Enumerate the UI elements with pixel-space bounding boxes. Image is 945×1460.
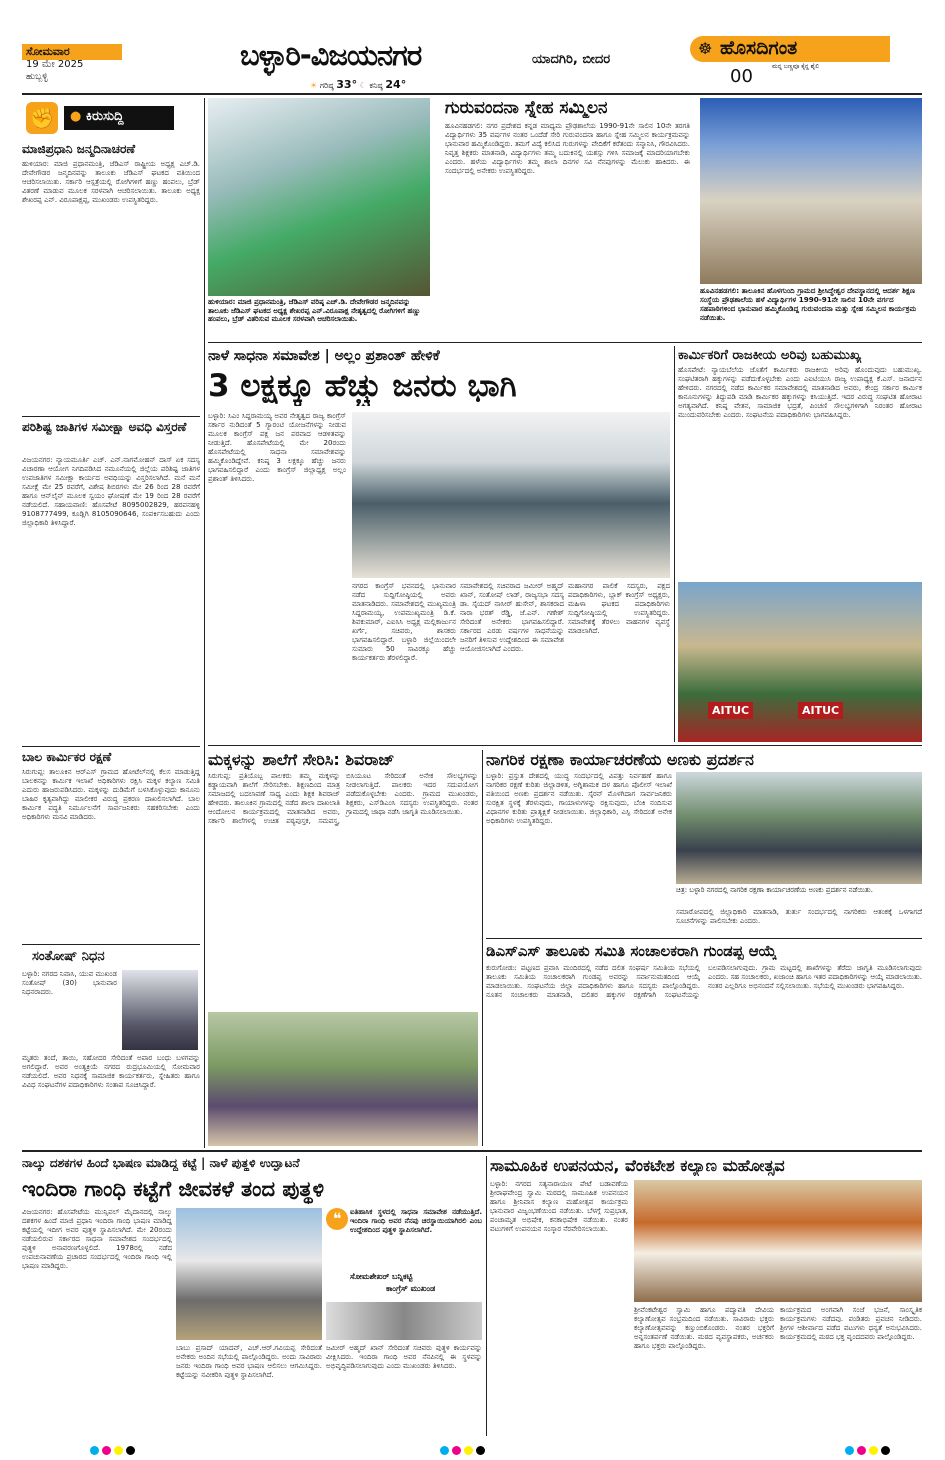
quote-icon: ❝: [326, 1208, 348, 1230]
photo-indira-portrait: [326, 1302, 482, 1340]
lead-col-2: ನಗರದ ಕಾಂಗ್ರೆಸ್ ಭವನದಲ್ಲಿ ಭಾನುವಾರ ನಡೆದ ಸುದ್ದಿಗೋಷ್ಠಿಯಲ್ಲಿ ಅವರು ಮಾತನಾಡಿದರು. ಸಮಾವೇಶದಲ್ಲಿ ಮುಖ್ಯಮಂತ್ರಿ ಸಿದ್ದರಾಮಯ್ಯ, ಉಪಮುಖ್ಯಮಂತ್ರಿ ಡಿ.ಕೆ. ಶಿವಕುಮಾರ್, ಎಐಸಿಸಿ ಅಧ್ಯಕ್ಷ ಮಲ್ಲಿಕಾರ್ಜುನ ಖರ್ಗೆ, ಸಚಿವರು, ಶಾಸಕರು ಭಾಗವಹಿಸಲಿದ್ದಾರೆ. ಬಳ್ಳಾರಿ ಜಿಲ್ಲೆಯಿಂದಲೇ ಸುಮಾರು 50 ಸಾವಿರಕ್ಕೂ ಹೆಚ್ಚು ಕಾರ್ಯಕರ್ತರು ತೆರಳಲಿದ್ದಾರೆ.: [352, 582, 456, 662]
callout-text: ಐತಿಹಾಸಿಕ ಸ್ಥಳದಲ್ಲಿ ಸಾಧನಾ ಸಮಾವೇಶ ನಡೆಯುತ್ತಿದೆ. ಇಂದಿರಾ ಗಾಂಧಿ ಅವರ ನೆನಪು ಚಿರಸ್ಥಾಯಿಯಾಗಿರಲಿ ಎಂಬ ಉದ್ದೇಶದಿಂದ ಪುತ್ಥಳಿ ಸ್ಥಾಪಿಸಲಾಗಿದೆ.: [350, 1208, 482, 1234]
lead-headline: 3 ಲಕ್ಷಕ್ಕೂ ಹೆಚ್ಚು ಜನರು ಭಾಗಿ: [208, 368, 517, 404]
portrait-photo: [122, 970, 198, 1050]
photo-reunion-caption: ಹೂವಿನಹಡಗಲಿ: ತಾಲೂಕಿನ ಹೊಳಗುಂದಿ ಗ್ರಾಮದ ಶ್ರೀಸಿದ್ಧೇಶ್ವರ ದೇವಸ್ಥಾನದಲ್ಲಿ ಆದರ್ಶ ಶಿಕ್ಷಣ ಸಂಸ್ಥೆಯ ಪ್ರೌಢಶಾಲೆಯ ಹಳೆ ವಿದ್ಯಾರ್ಥಿಗಳ 1990-91ನೇ ಸಾಲಿನ 10ನೇ ವರ್ಗದ ಸಹಪಾಠಿಗಳಿಂದ ಭಾನುವಾರ ಹಮ್ಮಿಕೊಂಡಿದ್ದ ಗುರುವಂದನಾ ಮತ್ತು ಸ್ನೇಹ ಸಮ್ಮಿಲನ ಕಾರ್ಯಕ್ರಮ ನಡೆಯಿತು.: [700, 286, 917, 322]
column-rule: [674, 346, 675, 742]
divider: [22, 944, 200, 945]
reunion-headline: ಗುರುವಂದನಾ ಸ್ನೇಹ ಸಮ್ಮಿಲನ: [445, 98, 608, 118]
masthead: [0, 0, 945, 95]
color-registration-marks: [90, 1440, 150, 1452]
date-box: [22, 44, 132, 86]
aituc-banner-left: AITUC: [708, 702, 753, 719]
indira-col-1: ವಿಜಯನಗರ: ಹೊಸಪೇಟೆಯ ಮುನ್ಸಿಪಲ್ ಮೈದಾನದಲ್ಲಿ ನಾಲ್ಕು ದಶಕಗಳ ಹಿಂದೆ ಮಾಜಿ ಪ್ರಧಾನಿ ಇಂದಿರಾ ಗಾಂಧಿ ಭಾಷಣ ಮಾಡಿದ್ದ ಕಟ್ಟೆಯಲ್ಲಿ ಇದೀಗ ಅವರ ಪುತ್ಥಳಿ ಸ್ಥಾಪಿಸಲಾಗಿದೆ. ಮೇ 20ರಂದು ನಡೆಯಲಿರುವ ಸರ್ಕಾರದ ಸಾಧನಾ ಸಮಾವೇಶದ ಸಂದರ್ಭದಲ್ಲಿ ಪುತ್ಥಳಿ ಅನಾವರಣಗೊಳ್ಳಲಿದೆ. 1978ರಲ್ಲಿ ನಡೆದ ಉಪಚುನಾವಣೆಯ ಪ್ರಚಾರದ ಸಂದರ್ಭದಲ್ಲಿ ಇಂದಿರಾ ಗಾಂಧಿ ಇಲ್ಲಿ ಭಾಷಣ ಮಾಡಿದ್ದರು.: [22, 1208, 172, 1270]
brief-3-body: ಸಿರುಗುಪ್ಪ: ತಾಲೂಕಿನ ಆರ್‌ಎಸ್ ಗ್ರಾಮದ ಹೋಟೆಲ್‌ನಲ್ಲಿ ಕೆಲಸ ಮಾಡುತ್ತಿದ್ದ ಬಾಲಕನನ್ನು ಕಾರ್ಮಿಕ ಇಲಾಖೆ ಅಧಿಕಾರಿಗಳು ರಕ್ಷಿಸಿ ಮಕ್ಕಳ ಕಲ್ಯಾಣ ಸಮಿತಿ ಎದುರು ಹಾಜರುಪಡಿಸಿದರು. ಮಕ್ಕಳನ್ನು ದುಡಿಮೆಗೆ ಬಳಸಿಕೊಳ್ಳುವುದು ಕಾನೂನು ಬಾಹಿರ ಕೃತ್ಯವಾಗಿದ್ದು ಮಾಲೀಕರ ವಿರುದ್ಧ ಪ್ರಕರಣ ದಾಖಲಿಸಲಾಗಿದೆ. ಬಾಲ ಕಾರ್ಮಿಕ ಪದ್ಧತಿ ನಿರ್ಮೂಲನೆಗೆ ಸಾರ್ವಜನಿಕರು ಸಹಕರಿಸಬೇಕು ಎಂದು ಅಧಿಕಾರಿಗಳು ಮನವಿ ಮಾಡಿದರು.: [22, 768, 200, 821]
paper-tagline: ಮನ್ನ ಬಣ್ಣವೂ ಕೈನ್ದ ಶೈಲಿ: [772, 63, 820, 70]
dss-body: ಕುರುಗೋಡು: ಪಟ್ಟಣದ ಪ್ರವಾಸಿ ಮಂದಿರದಲ್ಲಿ ನಡೆದ ದಲಿತ ಸಂಘರ್ಷ ಸಮಿತಿಯ ಸಭೆಯಲ್ಲಿ ತಾಲೂಕು ಸಮಿತಿಯ ಸಂಚಾಲಕರಾಗಿ ಗುಂಡಪ್ಪ ಅವರನ್ನು ಸರ್ವಾನುಮತದಿಂದ ಆಯ್ಕೆ ಮಾಡಲಾಯಿತು. ಸಂಘಟನೆಯ ಜಿಲ್ಲಾ ಪದಾಧಿಕಾರಿಗಳು ಹಾಗೂ ಸದಸ್ಯರು ಪಾಲ್ಗೊಂಡಿದ್ದರು. ನೂತನ ಸಂಚಾಲಕರು ಮಾತನಾಡಿ, ದಲಿತರ ಹಕ್ಕುಗಳ ರಕ್ಷಣೆಗಾಗಿ ಸಂಘಟನೆಯನ್ನು ಬಲಪಡಿಸಲಾಗುವುದು. ಗ್ರಾಮ ಮಟ್ಟದಲ್ಲಿ ಶಾಖೆಗಳನ್ನು ತೆರೆದು ಜಾಗೃತಿ ಮೂಡಿಸಲಾಗುವುದು ಎಂದರು. ಸಹ ಸಂಚಾಲಕರು, ಖಜಾಂಚಿ ಹಾಗೂ ಇತರ ಪದಾಧಿಕಾರಿಗಳನ್ನು ಆಯ್ಕೆ ಮಾಡಲಾಯಿತು. ನಂತರ ಎಲ್ಲರಿಗೂ ಅಭಿನಂದನೆ ಸಲ್ಲಿಸಲಾಯಿತು. ಸಭೆಯಲ್ಲಿ ಮುಖಂಡರು ಭಾಗವಹಿಸಿದ್ದರು.: [486, 964, 922, 999]
paper-logo: [690, 36, 890, 88]
photo-upanayana: [634, 1180, 922, 1302]
photo-aituc: [678, 582, 922, 742]
brief-2-body: ವಿಜಯನಗರ: ನ್ಯಾಯಮೂರ್ತಿ ಎಚ್. ಎನ್.ನಾಗಮೋಹನ್ ದಾಸ್ ಏಕ ಸದಸ್ಯ ವಿಚಾರಣಾ ಆಯೋಗ ನಿಗದಿಪಡಿಸಿದ ನಮೂನೆಯಲ್ಲಿ ಜಿಲ್ಲೆಯ ಪರಿಶಿಷ್ಟ ಜಾತಿಗಳ ಉಪಜಾತಿಗಳ ಸಮೀಕ್ಷಾ ಕಾರ್ಯದ ಅವಧಿಯನ್ನು ವಿಸ್ತರಿಸಲಾಗಿದೆ. ಮನೆ ಮನೆ ಸಮೀಕ್ಷೆ ಮೇ 25 ರವರೆಗೆ, ವಿಶೇಷ ಶಿಬಿರಗಳು ಮೇ 26 ರಿಂದ 28 ರವರೆಗೆ ಹಾಗೂ ಆನ್‌ಲೈನ್ ಮೂಲಕ ಸ್ವಯಂ ಘೋಷಣೆ ಮೇ 19 ರಿಂದ 28 ರವರೆಗೆ ನಡೆಯಲಿದೆ. ಸಹಾಯವಾಣಿ: ಹೊಸಪೇಟೆ 8095002829, ಹರಪನಹಳ್ಳಿ 9108777499, ಕೂಡ್ಲಿಗಿ 8105090646, ಸಂಪರ್ಕಿಸಬಹುದು ಎಂದು ಜಿಲ್ಲಾಧಿಕಾರಿ ತಿಳಿಸಿದ್ದಾರೆ.: [22, 456, 200, 527]
indira-callout: [326, 1208, 482, 1300]
lead-col-4: ಮಹಾನಗರ ಪಾಲಿಕೆ ಸದಸ್ಯರು, ಪಕ್ಷದ ಪದಾಧಿಕಾರಿಗಳು, ಬ್ಲಾಕ್ ಕಾಂಗ್ರೆಸ್ ಅಧ್ಯಕ್ಷರು, ಮಹಿಳಾ ಘಟಕದ ಪದಾಧಿಕಾರಿಗಳು ಸುದ್ದಿಗೋಷ್ಠಿಯಲ್ಲಿ ಉಪಸ್ಥಿತರಿದ್ದರು. ಸಮಾವೇಶಕ್ಕೆ ತೆರಳಲು ವಾಹನಗಳ ವ್ಯವಸ್ಥೆ ಮಾಡಲಾಗಿದೆ.: [568, 582, 670, 635]
lower-rule: [22, 1150, 922, 1152]
edition-subtitle: ಯಾದಗಿರಿ, ಬೀದರ: [532, 52, 611, 67]
labour-headline: ಕಾರ್ಮಿಕರಿಗೆ ರಾಜಕೀಯ ಅರಿವು ಬಹುಮುಖ್ಯ: [678, 348, 862, 363]
color-registration-marks: [440, 1440, 500, 1452]
photo-jds-caption: ಹುಳಿಯಾರ: ಮಾಜಿ ಪ್ರಧಾನಮಂತ್ರಿ, ಜೆಡಿಎಸ್ ವರಿಷ್ಠ ಎಚ್.ಡಿ. ದೇವೇಗೌಡರ ಜನ್ಮದಿನವನ್ನು ತಾಲೂಕು ಜೆಡಿಎಸ್ ಘಟಕದ ಅಧ್ಯಕ್ಷ ಶೇಖರಪ್ಪ ಎನ್.ವಿರೂಪಾಕ್ಷ ನೇತೃತ್ವದಲ್ಲಿ ರೋಗಿಗಳಿಗೆ ಹಣ್ಣು ಹಂಪಲು, ಬ್ರೆಡ್ ವಿತರಿಸುವ ಮೂಲಕ ಸರಳವಾಗಿ ಆಚರಿಸಲಾಯಿತು.: [208, 298, 421, 323]
issue-date: 19 ಮೇ 2025: [26, 59, 84, 70]
section-label-text: ಕಿರುಸುದ್ದಿ: [85, 109, 124, 124]
upanayana-col-2: ಶ್ರೀವೆಂಕಟೇಶ್ವರ ಸ್ವಾಮಿ ಹಾಗೂ ಪದ್ಮಾವತಿ ದೇವಿಯ ಕಲ್ಯಾಣೋತ್ಸವ ಸಂಭ್ರಮದಿಂದ ನಡೆಯಿತು. ಸಾವಿರಾರು ಭಕ್ತರು ಕಲ್ಯಾಣೋತ್ಸವವನ್ನು ಕಣ್ತುಂಬಿಕೊಂಡರು. ನಂತರ ಭಕ್ತರಿಗೆ ಅನ್ನಸಂತರ್ಪಣೆ ನಡೆಯಿತು. ಮಠದ ವ್ಯವಸ್ಥಾಪಕರು, ಅರ್ಚಕರು ಹಾಗೂ ಭಕ್ತರು ಪಾಲ್ಗೊಂಡಿದ್ದರು.: [634, 1306, 774, 1350]
masthead-rule: [22, 93, 922, 95]
photo-jds-birthday: [208, 98, 430, 296]
brief-2-headline: ಪರಿಶಿಷ್ಟ ಜಾತಿಗಳ ಸಮೀಕ್ಷಾ ಅವಧಿ ವಿಸ್ತರಣೆ: [22, 420, 187, 434]
temp-min-label: ಕನಿಷ್ಠ: [369, 81, 383, 90]
section-label: [64, 106, 174, 130]
photo-press-meet: [352, 412, 670, 578]
callout-name: ಸೋಮಶೇಖರ್ ಬನ್ನಿಕಟ್ಟಿ: [350, 1272, 413, 1281]
weather: [310, 78, 430, 92]
brief-3-headline: ಬಾಲ ಕಾರ್ಮಿಕರ ರಕ್ಷಣೆ: [22, 750, 112, 764]
brief-1-body: ಹುಳಿಯಾರ: ಮಾಜಿ ಪ್ರಧಾನಮಂತ್ರಿ, ಜೆಡಿಎಸ್ ರಾಷ್ಟ್ರೀಯ ಅಧ್ಯಕ್ಷ ಎಚ್.ಡಿ. ದೇವೇಗೌಡರ ಜನ್ಮದಿನವನ್ನು ತಾಲೂಕು ಜೆಡಿಎಸ್ ಘಟಕದ ವತಿಯಿಂದ ಆಚರಿಸಲಾಯಿತು. ಸರ್ಕಾರಿ ಆಸ್ಪತ್ರೆಯಲ್ಲಿ ರೋಗಿಗಳಿಗೆ ಹಣ್ಣು ಹಂಪಲು, ಬ್ರೆಡ್ ವಿತರಣೆ ಮಾಡುವ ಮೂಲಕ ಸರಳವಾಗಿ ಆಚರಿಸಲಾಯಿತು. ತಾಲೂಕು ಅಧ್ಯಕ್ಷ ಶೇಖರಪ್ಪ ಎನ್. ವಿರೂಪಾಕ್ಷಪ್ಪ, ಮುಖಂಡರು ಉಪಸ್ಥಿತರಿದ್ದರು.: [22, 160, 200, 204]
page-number: 00: [730, 66, 753, 87]
brief-4-body: ಮೃತರು ತಂದೆ, ತಾಯಿ, ಸಹೋದರ ಸೇರಿದಂತೆ ಅಪಾರ ಬಂಧು ಬಳಗವನ್ನು ಅಗಲಿದ್ದಾರೆ. ಅವರ ಅಂತ್ಯಕ್ರಿಯೆ ನಗರದ ರುದ್ರಭೂಮಿಯಲ್ಲಿ ಸೋಮವಾರ ನಡೆಯಲಿದೆ. ಅವರ ನಿಧನಕ್ಕೆ ಸಾಮಾಜಿಕ ಕಾರ್ಯಕರ್ತರು, ಸ್ನೇಹಿತರು ಹಾಗೂ ವಿವಿಧ ಸಂಘಟನೆಗಳ ಪದಾಧಿಕಾರಿಗಳು ಸಂತಾಪ ಸೂಚಿಸಿದ್ದಾರೆ.: [22, 1054, 200, 1089]
indira-col-2: ಬಾಬು ಪ್ರಸಾದ್ ಯಾದವ್, ಎಚ್.ಆರ್.ಗವಿಯಪ್ಪ ಸೇರಿದಂತೆ ಅನೇಕರು ಅಂದಿನ ಸಭೆಯಲ್ಲಿ ಪಾಲ್ಗೊಂಡಿದ್ದರು. ಅಂದು ಸಾವಿರಾರು ಜನರು ಇಂದಿರಾ ಗಾಂಧಿ ಅವರ ಭಾಷಣ ಆಲಿಸಲು ಆಗಮಿಸಿದ್ದರು. ಕಟ್ಟೆಯನ್ನು ನವೀಕರಿಸಿ ಪುತ್ಥಳಿ ಸ್ಥಾಪಿಸಲಾಗಿದೆ.: [176, 1344, 322, 1379]
section-dot-icon: ●: [70, 109, 82, 124]
temp-max: 33°: [336, 78, 358, 91]
moon-icon: ☾: [359, 81, 367, 90]
lead-col-3: ಸಮಾವೇಶದಲ್ಲಿ ಸಚಿವರಾದ ಜಮೀರ್ ಅಹ್ಮದ್ ಖಾನ್, ಸಂತೋಷ್ ಲಾಡ್, ರಾಜ್ಯಸಭಾ ಸದಸ್ಯ ಡಾ. ಸೈಯದ್ ನಾಸೀರ್ ಹುಸೇನ್, ಶಾಸಕರಾದ ನಾರಾ ಭರತ್ ರೆಡ್ಡಿ, ಜೆ.ಎನ್. ಗಣೇಶ್ ಸೇರಿದಂತೆ ಅನೇಕರು ಭಾಗವಹಿಸಲಿದ್ದಾರೆ. ಸರ್ಕಾರದ ಎರಡು ವರ್ಷಗಳ ಸಾಧನೆಯನ್ನು ಜನರಿಗೆ ತಿಳಿಸುವ ಉದ್ದೇಶದಿಂದ ಈ ಸಮಾವೇಶ ಆಯೋಜಿಸಲಾಗಿದೆ ಎಂದರು.: [460, 582, 564, 653]
reunion-body: ಹೂವಿನಹಡಗಲಿ: ನಗರ ಪ್ರದೇಶದ ಕನ್ನಡ ಮಾಧ್ಯಮ ಪ್ರೌಢಶಾಲೆಯ 1990-91ನೇ ಸಾಲಿನ 10ನೇ ತರಗತಿ ವಿದ್ಯಾರ್ಥಿಗಳು 35 ವರ್ಷಗಳ ನಂತರ ಒಂದೆಡೆ ಸೇರಿ ಗುರುವಂದನಾ ಹಾಗೂ ಸ್ನೇಹ ಸಮ್ಮಿಲನ ಕಾರ್ಯಕ್ರಮವನ್ನು ಭಾನುವಾರ ಹಮ್ಮಿಕೊಂಡಿದ್ದರು. ತಮಗೆ ವಿದ್ಯೆ ಕಲಿಸಿದ ಗುರುಗಳನ್ನು ವೇದಿಕೆಗೆ ಕರೆತಂದು ಸನ್ಮಾನಿಸಿ, ಗೌರವಿಸಿದರು. ನಿವೃತ್ತ ಶಿಕ್ಷಕರು ಮಾತನಾಡಿ, ವಿದ್ಯಾರ್ಥಿಗಳು ತಮ್ಮ ಬದುಕಿನಲ್ಲಿ ಯಶಸ್ಸು ಗಳಿಸಿ ಸಮಾಜಕ್ಕೆ ಮಾದರಿಯಾಗಬೇಕು ಎಂದರು. ಹಳೆಯ ವಿದ್ಯಾರ್ಥಿಗಳು ತಮ್ಮ ಶಾಲಾ ದಿನಗಳ ಸವಿ ನೆನಪುಗಳನ್ನು ಮೆಲುಕು ಹಾಕಿದರು. ಈ ಸಂದರ್ಭದಲ್ಲಿ ಅನೇಕರು ಉಪಸ್ಥಿತರಿದ್ದರು.: [445, 122, 690, 175]
upanayana-col-3: ಕಾರ್ಯಕ್ರಮದ ಅಂಗವಾಗಿ ಸಂಜೆ ಭಜನೆ, ಸಾಂಸ್ಕೃತಿಕ ಕಾರ್ಯಕ್ರಮಗಳು ನಡೆದವು. ಪಂಡಿತರು ಪ್ರವಚನ ನೀಡಿದರು. ಶ್ರೀಗಳ ಆಶೀರ್ವಾದ ಪಡೆದ ವಟುಗಳು ಧನ್ಯತೆ ಅನುಭವಿಸಿದರು. ಕಾರ್ಯಕ್ರಮದಲ್ಲಿ ಮಠದ ಭಕ್ತ ವೃಂದದವರು ಪಾಲ್ಗೊಂಡಿದ್ದರು.: [780, 1306, 922, 1341]
temp-max-label: ಗರಿಷ್ಠ: [319, 81, 334, 90]
brief-4-intro: ಬಳ್ಳಾರಿ: ನಗರದ ನಿವಾಸಿ, ಯುವ ಮುಖಂಡ ಸಂತೋಷ್ (30) ಭಾನುವಾರ ನಿಧನರಾದರು.: [22, 970, 117, 996]
sun-icon: ☀: [310, 81, 318, 90]
sidebar-rule: [204, 98, 205, 1148]
photo-school-drive: [208, 1012, 478, 1146]
school-headline: ಮಕ್ಕಳನ್ನು ಶಾಲೆಗೆ ಸೇರಿಸಿ: ಶಿವರಾಜ್: [208, 750, 395, 769]
civil-body: ಬಳ್ಳಾರಿ: ಪ್ರಸ್ತುತ ದೇಶದಲ್ಲಿ ಯುದ್ಧ ಸಂದರ್ಭದಲ್ಲಿ ವಿಪತ್ತು ನಿರ್ವಹಣೆ ಹಾಗೂ ನಾಗರಿಕರ ರಕ್ಷಣೆ ಕುರಿತು ಜಿಲ್ಲಾಡಳಿತ, ಅಗ್ನಿಶಾಮಕ ದಳ ಹಾಗೂ ಪೊಲೀಸ್ ಇಲಾಖೆ ವತಿಯಿಂದ ಅಣಕು ಪ್ರದರ್ಶನ ನಡೆಯಿತು. ಸೈರನ್ ಮೊಳಗಿದಾಗ ಸಾರ್ವಜನಿಕರು ಸುರಕ್ಷಿತ ಸ್ಥಳಕ್ಕೆ ತೆರಳುವುದು, ಗಾಯಾಳುಗಳನ್ನು ರಕ್ಷಿಸುವುದು, ಬೆಂಕಿ ನಂದಿಸುವ ವಿಧಾನಗಳ ಕುರಿತು ಪ್ರಾತ್ಯಕ್ಷಿಕೆ ನೀಡಲಾಯಿತು. ಜಿಲ್ಲಾಧಿಕಾರಿ, ಎಸ್ಪಿ ಸೇರಿದಂತೆ ಅನೇಕ ಅಧಿಕಾರಿಗಳು ಉಪಸ್ಥಿತರಿದ್ದರು.: [486, 772, 672, 825]
photo-reunion: [700, 98, 922, 284]
mid-rule: [208, 745, 922, 746]
callout-role: ಕಾಂಗ್ರೆಸ್ ಮುಖಂಡ: [386, 1284, 436, 1293]
labour-body: ಹೊಸಪೇಟೆ: ನ್ಯಾಯಬೆಲೆಯ ಜೊತೆಗೆ ಕಾರ್ಮಿಕರು ರಾಜಕೀಯ ಅರಿವು ಹೊಂದುವುದು ಬಹುಮುಖ್ಯ. ಸಂಘಟಿತರಾಗಿ ಹಕ್ಕುಗಳನ್ನು ಪಡೆದುಕೊಳ್ಳಬೇಕು ಎಂದು ಎಐಟಿಯುಸಿ ರಾಜ್ಯ ಉಪಾಧ್ಯಕ್ಷ ಕೆ.ಎಸ್. ಜನಾರ್ದನ ಹೇಳಿದರು. ನಗರದಲ್ಲಿ ನಡೆದ ಕಾರ್ಮಿಕರ ಸಮಾವೇಶದಲ್ಲಿ ಮಾತನಾಡಿದ ಅವರು, ಕೇಂದ್ರ ಸರ್ಕಾರ ಕಾರ್ಮಿಕ ಕಾನೂನುಗಳನ್ನು ತಿದ್ದುಪಡಿ ಮಾಡಿ ಕಾರ್ಮಿಕರ ಹಕ್ಕುಗಳನ್ನು ಕಸಿಯುತ್ತಿದೆ. ಇದರ ವಿರುದ್ಧ ಸಂಘಟಿತ ಹೋರಾಟ ಅಗತ್ಯವಾಗಿದೆ. ಕನಿಷ್ಠ ವೇತನ, ಸಾಮಾಜಿಕ ಭದ್ರತೆ, ಪಿಂಚಣಿ ಸೌಲಭ್ಯಗಳಿಗಾಗಿ ನಿರಂತರ ಹೋರಾಟ ಮುಂದುವರಿಸಬೇಕು ಎಂದರು. ಸಂಘಟನೆಯ ಪದಾಧಿಕಾರಿಗಳು ಭಾಗವಹಿಸಿದ್ದರು.: [678, 366, 922, 419]
lead-kicker: ನಾಳೆ ಸಾಧನಾ ಸಮಾವೇಶ | ಅಲ್ಲಂ ಪ್ರಶಾಂತ್ ಹೇಳಿಕೆ: [208, 348, 440, 364]
dss-headline: ಡಿಎಸ್‌ಎಸ್ ತಾಲೂಕು ಸಮಿತಿ ಸಂಚಾಲಕರಾಗಿ ಗುಂಡಪ್ಪ ಆಯ್ಕೆ: [486, 942, 777, 960]
column-rule: [486, 1156, 487, 1436]
upanayana-headline: ಸಾಮೂಹಿಕ ಉಪನಯನ, ವೆಂಕಟೇಶ ಕಲ್ಯಾಣ ಮಹೋತ್ಸವ: [490, 1156, 785, 1175]
edition-title: ಬಳ್ಳಾರಿ-ವಿಜಯನಗರ: [240, 38, 422, 72]
paper-name: ಹೊಸದಿಗಂತ: [720, 37, 798, 59]
top-row-rule: [208, 342, 922, 343]
indira-headline: ಇಂದಿರಾ ಗಾಂಧಿ ಕಟ್ಟೆಗೆ ಜೀವಕಳೆ ತಂದ ಪುತ್ಥಳಿ: [22, 1177, 325, 1201]
section-header: [22, 98, 200, 138]
temp-min: 24°: [385, 78, 407, 91]
logo-emblem-icon: ☸: [698, 39, 713, 58]
hand-icon: ✊: [26, 102, 58, 134]
dss-rule: [486, 938, 922, 939]
divider: [22, 746, 200, 747]
photo-civil-drill: [676, 772, 922, 884]
upanayana-col-1: ಬಳ್ಳಾರಿ: ನಗರದ ಸತ್ಯನಾರಾಯಣ ಪೇಟೆ ಬಡಾವಣೆಯ ಶ್ರೀರಾಘವೇಂದ್ರ ಸ್ವಾಮಿ ಮಠದಲ್ಲಿ ಸಾಮೂಹಿಕ ಉಪನಯನ ಹಾಗೂ ಶ್ರೀನಿವಾಸ ಕಲ್ಯಾಣ ಮಹೋತ್ಸವ ಕಾರ್ಯಕ್ರಮ ಭಾನುವಾರ ವಿಜೃಂಭಣೆಯಿಂದ ನಡೆಯಿತು. ಬೆಳಗ್ಗೆ ಸುಪ್ರಭಾತ, ಪಂಚಾಮೃತ ಅಭಿಷೇಕ, ಕನಕಾಭಿಷೇಕ ನಡೆಯಿತು. ನಂತರ ವಟುಗಳಿಗೆ ಉಪನಯನ ಸಂಸ್ಕಾರ ನೆರವೇರಿಸಲಾಯಿತು.: [490, 1180, 628, 1233]
civil-photo-caption: ಚಿತ್ರ: ಬಳ್ಳಾರಿ ನಗರದಲ್ಲಿ ನಾಗರಿಕ ರಕ್ಷಣಾ ಕಾರ್ಯಾಚರಣೆಯ ಅಣಕು ಪ್ರದರ್ಶನ ನಡೆಯಿತು.: [676, 886, 873, 894]
column-rule: [482, 750, 483, 1146]
indira-col-3: ಜಮೀರ್ ಅಹ್ಮದ್ ಖಾನ್ ಸೇರಿದಂತೆ ಸಚಿವರು ಪುತ್ಥಳಿ ಕಾರ್ಯವನ್ನು ವೀಕ್ಷಿಸಿದರು. ಇಂದಿರಾ ಗಾಂಧಿ ಅವರ ನೆನಪಿನಲ್ಲಿ ಈ ಸ್ಥಳವನ್ನು ಅಭಿವೃದ್ಧಿಪಡಿಸಲಾಗುವುದು ಎಂದು ಮುಖಂಡರು ತಿಳಿಸಿದರು.: [326, 1344, 482, 1370]
brief-1-headline: ಮಾಜಿಪ್ರಧಾನಿ ಜನ್ಮದಿನಾಚರಣೆ: [22, 142, 136, 156]
lead-col-1: ಬಳ್ಳಾರಿ: ಸಿಎಂ ಸಿದ್ದರಾಮಯ್ಯ ಅವರ ನೇತೃತ್ವದ ರಾಜ್ಯ ಕಾಂಗ್ರೆಸ್ ಸರ್ಕಾರ ನುಡಿದಂತೆ 5 ಗ್ಯಾರಂಟಿ ಯೋಜನೆಗಳನ್ನು ನೀಡುವ ಮೂಲಕ ಕಾಂಗ್ರೆಸ್ ಪಕ್ಷ ಜನ ಪರವಾದ ಆಡಳಿತವನ್ನು ನೀಡುತ್ತಿದೆ. ಹೊಸಪೇಟೆಯಲ್ಲಿ ಮೇ 20ರಂದು ಹೊಸಪೇಟೆಯಲ್ಲಿ ಸಾಧನಾ ಸಮಾವೇಶವನ್ನು ಹಮ್ಮಿಕೊಂಡಿದ್ದೇವೆ. ಕನಿಷ್ಠ 3 ಲಕ್ಷಕ್ಕೂ ಹೆಚ್ಚು ಜನರು ಭಾಗವಹಿಸಲಿದ್ದಾರೆ ಎಂದು ಕಾಂಗ್ರೆಸ್ ಜಿಲ್ಲಾಧ್ಯಕ್ಷ ಅಲ್ಲಂ ಪ್ರಶಾಂತ್ ತಿಳಿಸಿದರು.: [208, 412, 346, 483]
divider: [22, 416, 200, 417]
civil-body-2: ಸಮಾರೋಪದಲ್ಲಿ ಜಿಲ್ಲಾಧಿಕಾರಿ ಮಾತನಾಡಿ, ತುರ್ತು ಸಂದರ್ಭದಲ್ಲಿ ನಾಗರಿಕರು ಆತಂಕಕ್ಕೆ ಒಳಗಾಗದೆ ಸೂಚನೆಗಳನ್ನು ಪಾಲಿಸಬೇಕು ಎಂದರು.: [676, 908, 922, 925]
aituc-banner-right: AITUC: [798, 702, 843, 719]
color-registration-marks: [845, 1440, 905, 1452]
issue-city: ಹುಬ್ಬಳ್ಳಿ: [26, 72, 48, 82]
school-body: ಸಿರುಗುಪ್ಪ: ಪ್ರತಿಯೊಬ್ಬ ಪಾಲಕರು ತಮ್ಮ ಮಕ್ಕಳನ್ನು ಕಡ್ಡಾಯವಾಗಿ ಶಾಲೆಗೆ ಸೇರಿಸಬೇಕು. ಶಿಕ್ಷಣದಿಂದ ಮಾತ್ರ ಸಮಾಜದಲ್ಲಿ ಬದಲಾವಣೆ ಸಾಧ್ಯ ಎಂದು ಶಿಕ್ಷಕ ಶಿವರಾಜ್ ಹೇಳಿದರು. ತಾಲೂಕಿನ ಗ್ರಾಮದಲ್ಲಿ ನಡೆದ ಶಾಲಾ ದಾಖಲಾತಿ ಆಂದೋಲನ ಕಾರ್ಯಕ್ರಮದಲ್ಲಿ ಮಾತನಾಡಿದ ಅವರು, ಸರ್ಕಾರಿ ಶಾಲೆಗಳಲ್ಲಿ ಉಚಿತ ಪಠ್ಯಪುಸ್ತಕ, ಸಮವಸ್ತ್ರ, ಬಿಸಿಯೂಟ ಸೇರಿದಂತೆ ಅನೇಕ ಸೌಲಭ್ಯಗಳನ್ನು ನೀಡಲಾಗುತ್ತಿದೆ. ಪಾಲಕರು ಇದರ ಸದುಪಯೋಗ ಪಡೆದುಕೊಳ್ಳಬೇಕು ಎಂದರು. ಗ್ರಾಮದ ಮುಖಂಡರು, ಶಿಕ್ಷಕರು, ಎಸ್‌ಡಿಎಂಸಿ ಸದಸ್ಯರು ಉಪಸ್ಥಿತರಿದ್ದರು. ನಂತರ ಗ್ರಾಮದಲ್ಲಿ ಜಾಥಾ ನಡೆಸಿ ಜಾಗೃತಿ ಮೂಡಿಸಲಾಯಿತು.: [208, 772, 478, 825]
civil-headline: ನಾಗರಿಕ ರಕ್ಷಣಾ ಕಾರ್ಯಾಚರಣೆಯ ಅಣಕು ಪ್ರದರ್ಶನ: [486, 750, 754, 769]
brief-4-headline: ಸಂತೋಷ್ ನಿಧನ: [32, 949, 105, 964]
indira-kicker: ನಾಲ್ಕು ದಶಕಗಳ ಹಿಂದೆ ಭಾಷಣ ಮಾಡಿದ್ದ ಕಟ್ಟೆ | ನಾಳೆ ಪುತ್ಥಳಿ ಉದ್ಘಾಟನೆ: [22, 1156, 300, 1170]
photo-indira-statue: [176, 1208, 322, 1340]
issue-day: ಸೋಮವಾರ: [22, 44, 122, 60]
